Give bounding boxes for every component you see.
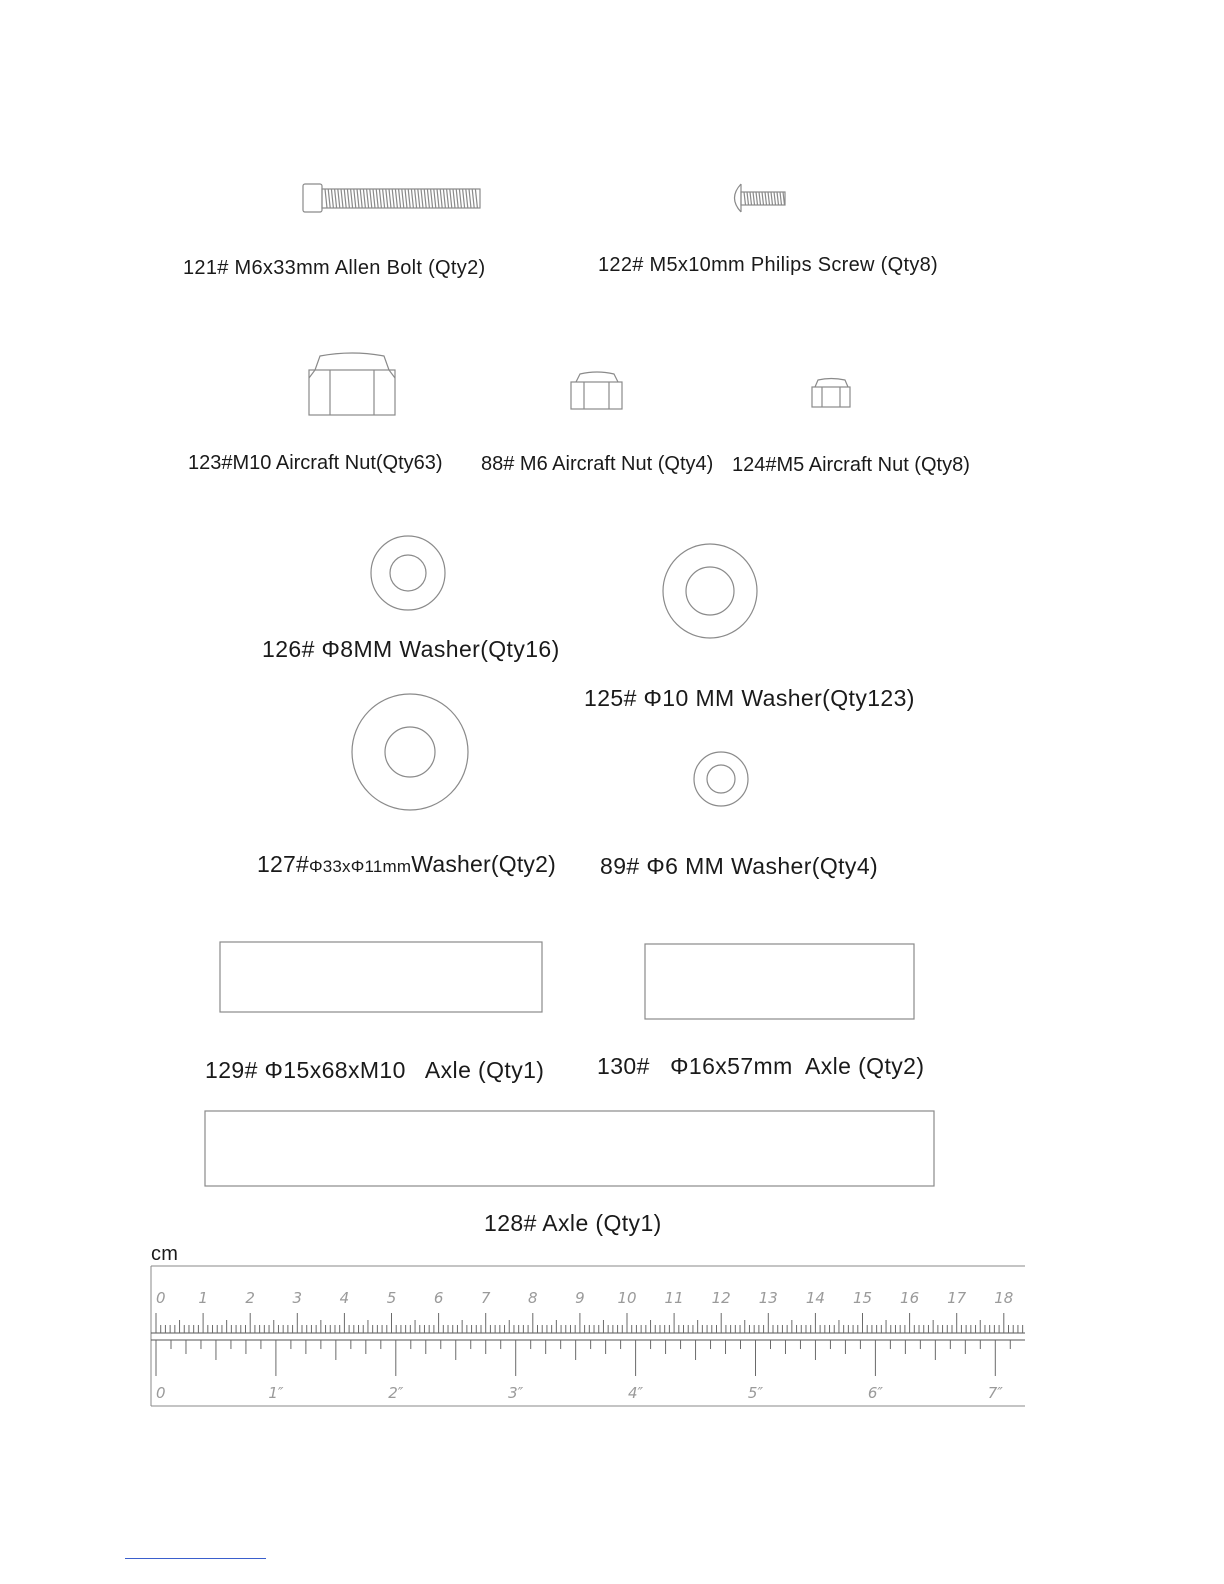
cm-label: 1 — [198, 1289, 208, 1307]
inch-label: 0 — [156, 1384, 166, 1402]
part-127-name: Washer(Qty2) — [411, 851, 556, 877]
cm-label: 14 — [805, 1289, 825, 1307]
inch-label: 4″ — [628, 1384, 644, 1402]
cm-label: 7 — [480, 1289, 491, 1307]
inch-label: 3″ — [508, 1384, 524, 1402]
footer-rule — [125, 1558, 266, 1559]
part-124-label: 124#M5 Aircraft Nut (Qty8) — [732, 454, 970, 476]
cm-label: 4 — [339, 1289, 350, 1307]
ruler-unit-label: cm — [151, 1243, 179, 1265]
part-127-label — [257, 851, 556, 878]
allen-bolt-icon — [303, 184, 480, 212]
part-126-label: 126# Φ8MM Washer(Qty16) — [262, 636, 560, 662]
inch-scale — [156, 1340, 1010, 1402]
washer-6mm-icon — [694, 752, 748, 806]
m10-aircraft-nut-icon — [309, 353, 395, 415]
inch-label: 6″ — [867, 1384, 883, 1402]
cm-label: 13 — [758, 1289, 778, 1307]
cm-label: 6 — [433, 1289, 444, 1307]
part-127-number: 127# — [257, 851, 309, 877]
philips-screw-icon — [735, 184, 786, 212]
part-122-label: 122# M5x10mm Philips Screw (Qty8) — [598, 254, 939, 276]
washer-33mm-icon — [352, 694, 468, 810]
cm-scale — [156, 1289, 1023, 1333]
m5-aircraft-nut-icon — [812, 379, 850, 408]
cm-label: 5 — [386, 1289, 397, 1307]
cm-label: 9 — [575, 1289, 585, 1307]
part-125-label: 125# Φ10 MM Washer(Qty123) — [584, 685, 915, 711]
part-89-label: 89# Φ6 MM Washer(Qty4) — [600, 853, 879, 879]
cm-label: 17 — [947, 1289, 967, 1307]
cm-label: 11 — [664, 1289, 684, 1307]
part-121-label: 121# M6x33mm Allen Bolt (Qty2) — [183, 257, 486, 279]
part-129-label: 129# Φ15x68xM10 Axle (Qty1) — [205, 1057, 545, 1083]
cm-label: 2 — [245, 1289, 255, 1307]
cm-label: 8 — [528, 1289, 538, 1307]
part-130-label: 130# Φ16x57mm Axle (Qty2) — [597, 1053, 925, 1079]
washer-10mm-icon — [663, 544, 757, 638]
axle-129-icon — [220, 942, 542, 1012]
part-128-label: 128# Axle (Qty1) — [484, 1210, 662, 1236]
cm-label: 3 — [292, 1289, 303, 1307]
cm-label: 10 — [617, 1289, 637, 1307]
inch-label: 1″ — [268, 1384, 284, 1402]
inch-label: 5″ — [747, 1384, 764, 1402]
part-123-label: 123#M10 Aircraft Nut(Qty63) — [188, 452, 443, 474]
m6-aircraft-nut-icon — [571, 372, 622, 409]
washer-8mm-icon — [371, 536, 445, 610]
axle-128-icon — [205, 1111, 934, 1186]
inch-label: 2″ — [388, 1384, 404, 1402]
inch-label: 7″ — [987, 1384, 1003, 1402]
cm-label: 12 — [711, 1289, 731, 1307]
cm-label: 15 — [852, 1289, 873, 1307]
ruler — [151, 1266, 1025, 1406]
cm-label: 0 — [156, 1289, 166, 1307]
part-88-label: 88# M6 Aircraft Nut (Qty4) — [481, 453, 714, 475]
part-127-size: Φ33xΦ11mm — [308, 857, 412, 876]
axle-130-icon — [645, 944, 914, 1019]
cm-label: 16 — [900, 1289, 920, 1307]
cm-label: 18 — [994, 1289, 1014, 1307]
